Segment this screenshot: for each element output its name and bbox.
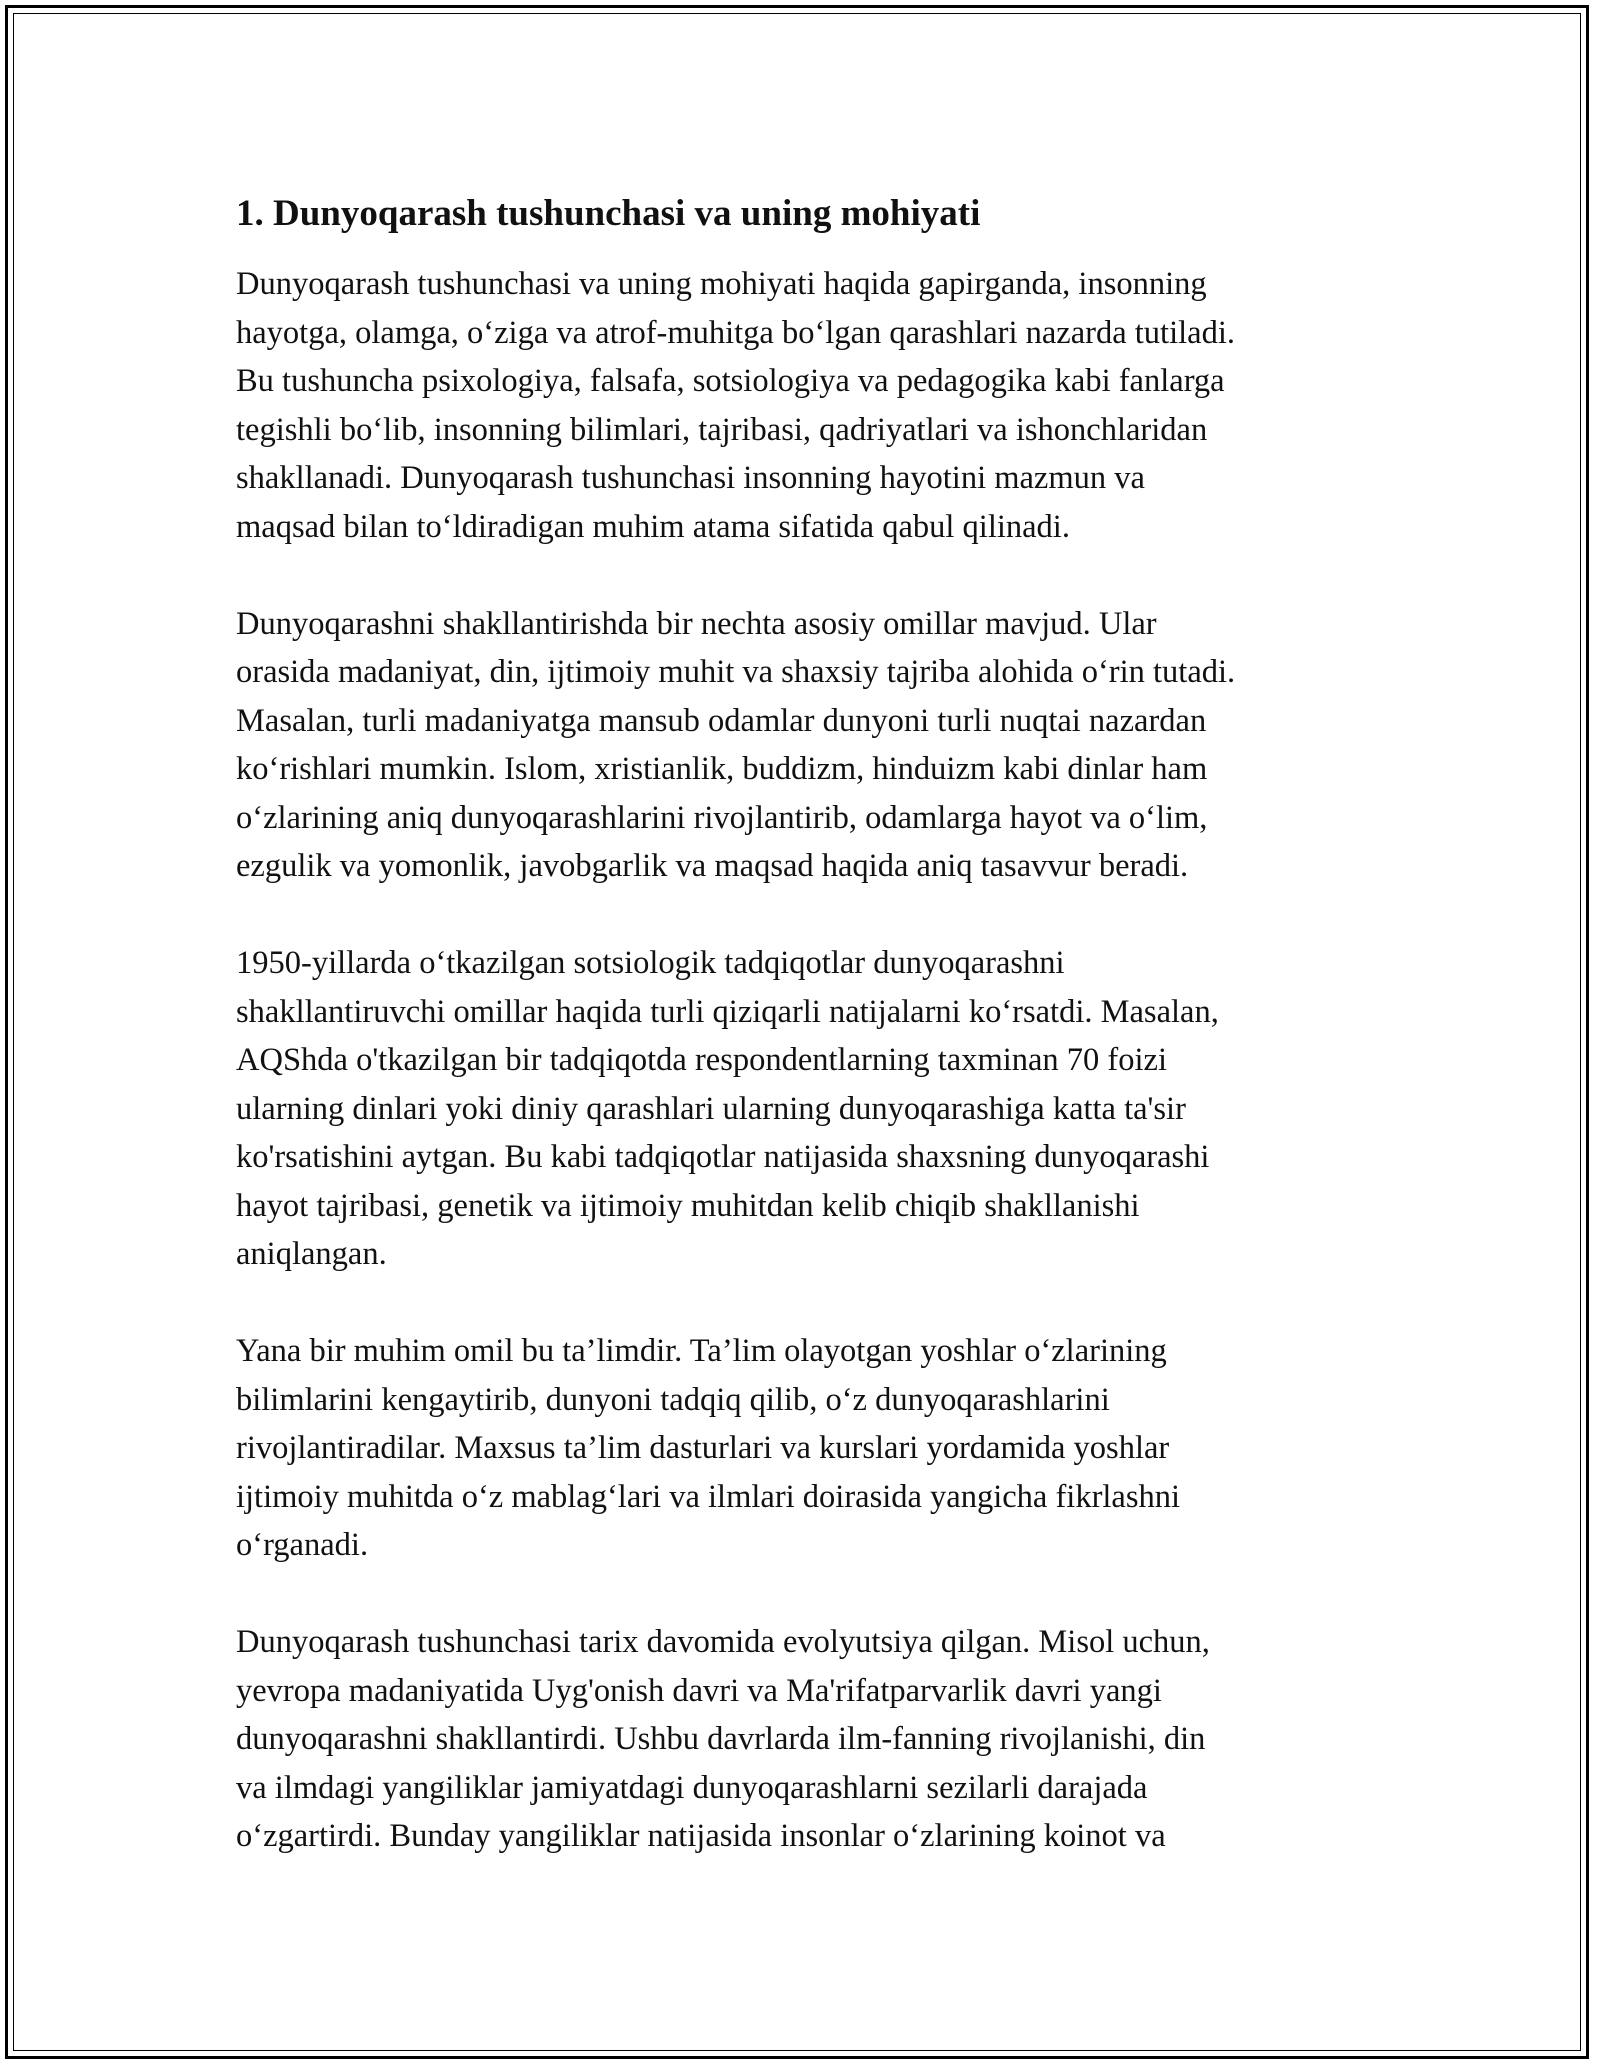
paragraph-4 (236, 1327, 1386, 1570)
text-line: Bu tushuncha psixologiya, falsafa, sotsiologiya va pedagogika kabi fanlarga (236, 363, 1225, 399)
document-body (236, 190, 1386, 1909)
text-line: maqsad bilan to‘ldiradigan muhim atama sifatida qabul qilinadi. (236, 508, 1070, 545)
text-line: ko'rsatishini aytgan. Bu kabi tadqiqotlar natijasida shaxsning dunyoqarashi (236, 1139, 1210, 1175)
section-heading: 1. Dunyoqarash tushunchasi va uning mohiyati (236, 193, 981, 234)
paragraph-5 (236, 1618, 1386, 1861)
text-line: Dunyoqarash tushunchasi va uning mohiyati haqida gapirganda, insonning (236, 266, 1207, 302)
text-line: shakllanadi. Dunyoqarash tushunchasi insonning hayotini mazmun va (236, 460, 1145, 496)
text-line: Masalan, turli madaniyatga mansub odamlar dunyoni turli nuqtai nazardan (236, 702, 1207, 739)
text-line: ko‘rishlari mumkin. Islom, xristianlik, buddizm, hinduizm kabi dinlar ham (236, 751, 1208, 787)
text-line: hayot tajribasi, genetik va ijtimoiy muhitdan kelib chiqib shakllanishi (236, 1187, 1140, 1224)
text-line: tegishli bo‘lib, insonning bilimlari, tajribasi, qadriyatlari va ishonchlaridan (236, 411, 1208, 448)
text-line: hayotga, olamga, o‘ziga va atrof-muhitga bo‘lgan qarashlari nazarda tutiladi. (236, 314, 1235, 351)
paragraph-2 (236, 600, 1386, 891)
text-line: Yana bir muhim omil bu ta’limdir. Ta’lim olayotgan yoshlar o‘zlarining (236, 1333, 1167, 1369)
text-line: yevropa madaniyatida Uyg'onish davri va Ma'rifatparvarlik davri yangi (236, 1672, 1162, 1709)
text-line: Dunyoqarash tushunchasi tarix davomida evolyutsiya qilgan. Misol uchun, (236, 1624, 1210, 1660)
text-line: o‘zgartirdi. Bunday yangiliklar natijasida insonlar o‘zlarining koinot va (236, 1818, 1166, 1854)
paragraph-1 (236, 260, 1386, 551)
text-line: dunyoqarashni shakllantirdi. Ushbu davrlarda ilm-fanning rivojlanishi, din (236, 1721, 1206, 1757)
text-line: 1950-yillarda o‘tkazilgan sotsiologik tadqiqotlar dunyoqarashni (236, 945, 1065, 981)
text-line: rivojlantiradilar. Maxsus ta’lim dasturlari va kurslari yordamida yoshlar (236, 1430, 1170, 1466)
text-line: ezgulik va yomonlik, javobgarlik va maqsad haqida aniq tasavvur beradi. (236, 848, 1189, 884)
text-line: o‘rganadi. (236, 1527, 369, 1563)
text-line: Dunyoqarashni shakllantirishda bir nechta asosiy omillar mavjud. Ular (236, 605, 1157, 642)
text-line: shakllantiruvchi omillar haqida turli qiziqarli natijalarni ko‘rsatdi. Masalan, (236, 993, 1219, 1030)
paragraph-3 (236, 939, 1386, 1279)
text-line: o‘zlarining aniq dunyoqarashlarini rivojlantirib, odamlarga hayot va o‘lim, (236, 799, 1208, 836)
text-line: AQShda o'tkazilgan bir tadqiqotda respondentlarning taxminan 70 foizi (236, 1042, 1167, 1078)
text-line: ularning dinlari yoki diniy qarashlari ularning dunyoqarashiga katta ta'sir (236, 1090, 1186, 1127)
text-line: ijtimoiy muhitda o‘z mablag‘lari va ilmlari doirasida yangicha fikrlashni (236, 1478, 1181, 1515)
text-line: aniqlangan. (236, 1236, 387, 1272)
text-line: va ilmdagi yangiliklar jamiyatdagi dunyoqarashlarni sezilarli darajada (236, 1769, 1148, 1806)
text-line: orasida madaniyat, din, ijtimoiy muhit va shaxsiy tajriba alohida o‘rin tutadi. (236, 654, 1236, 690)
text-line: bilimlarini kengaytirib, dunyoni tadqiq qilib, o‘z dunyoqarashlarini (236, 1381, 1110, 1418)
